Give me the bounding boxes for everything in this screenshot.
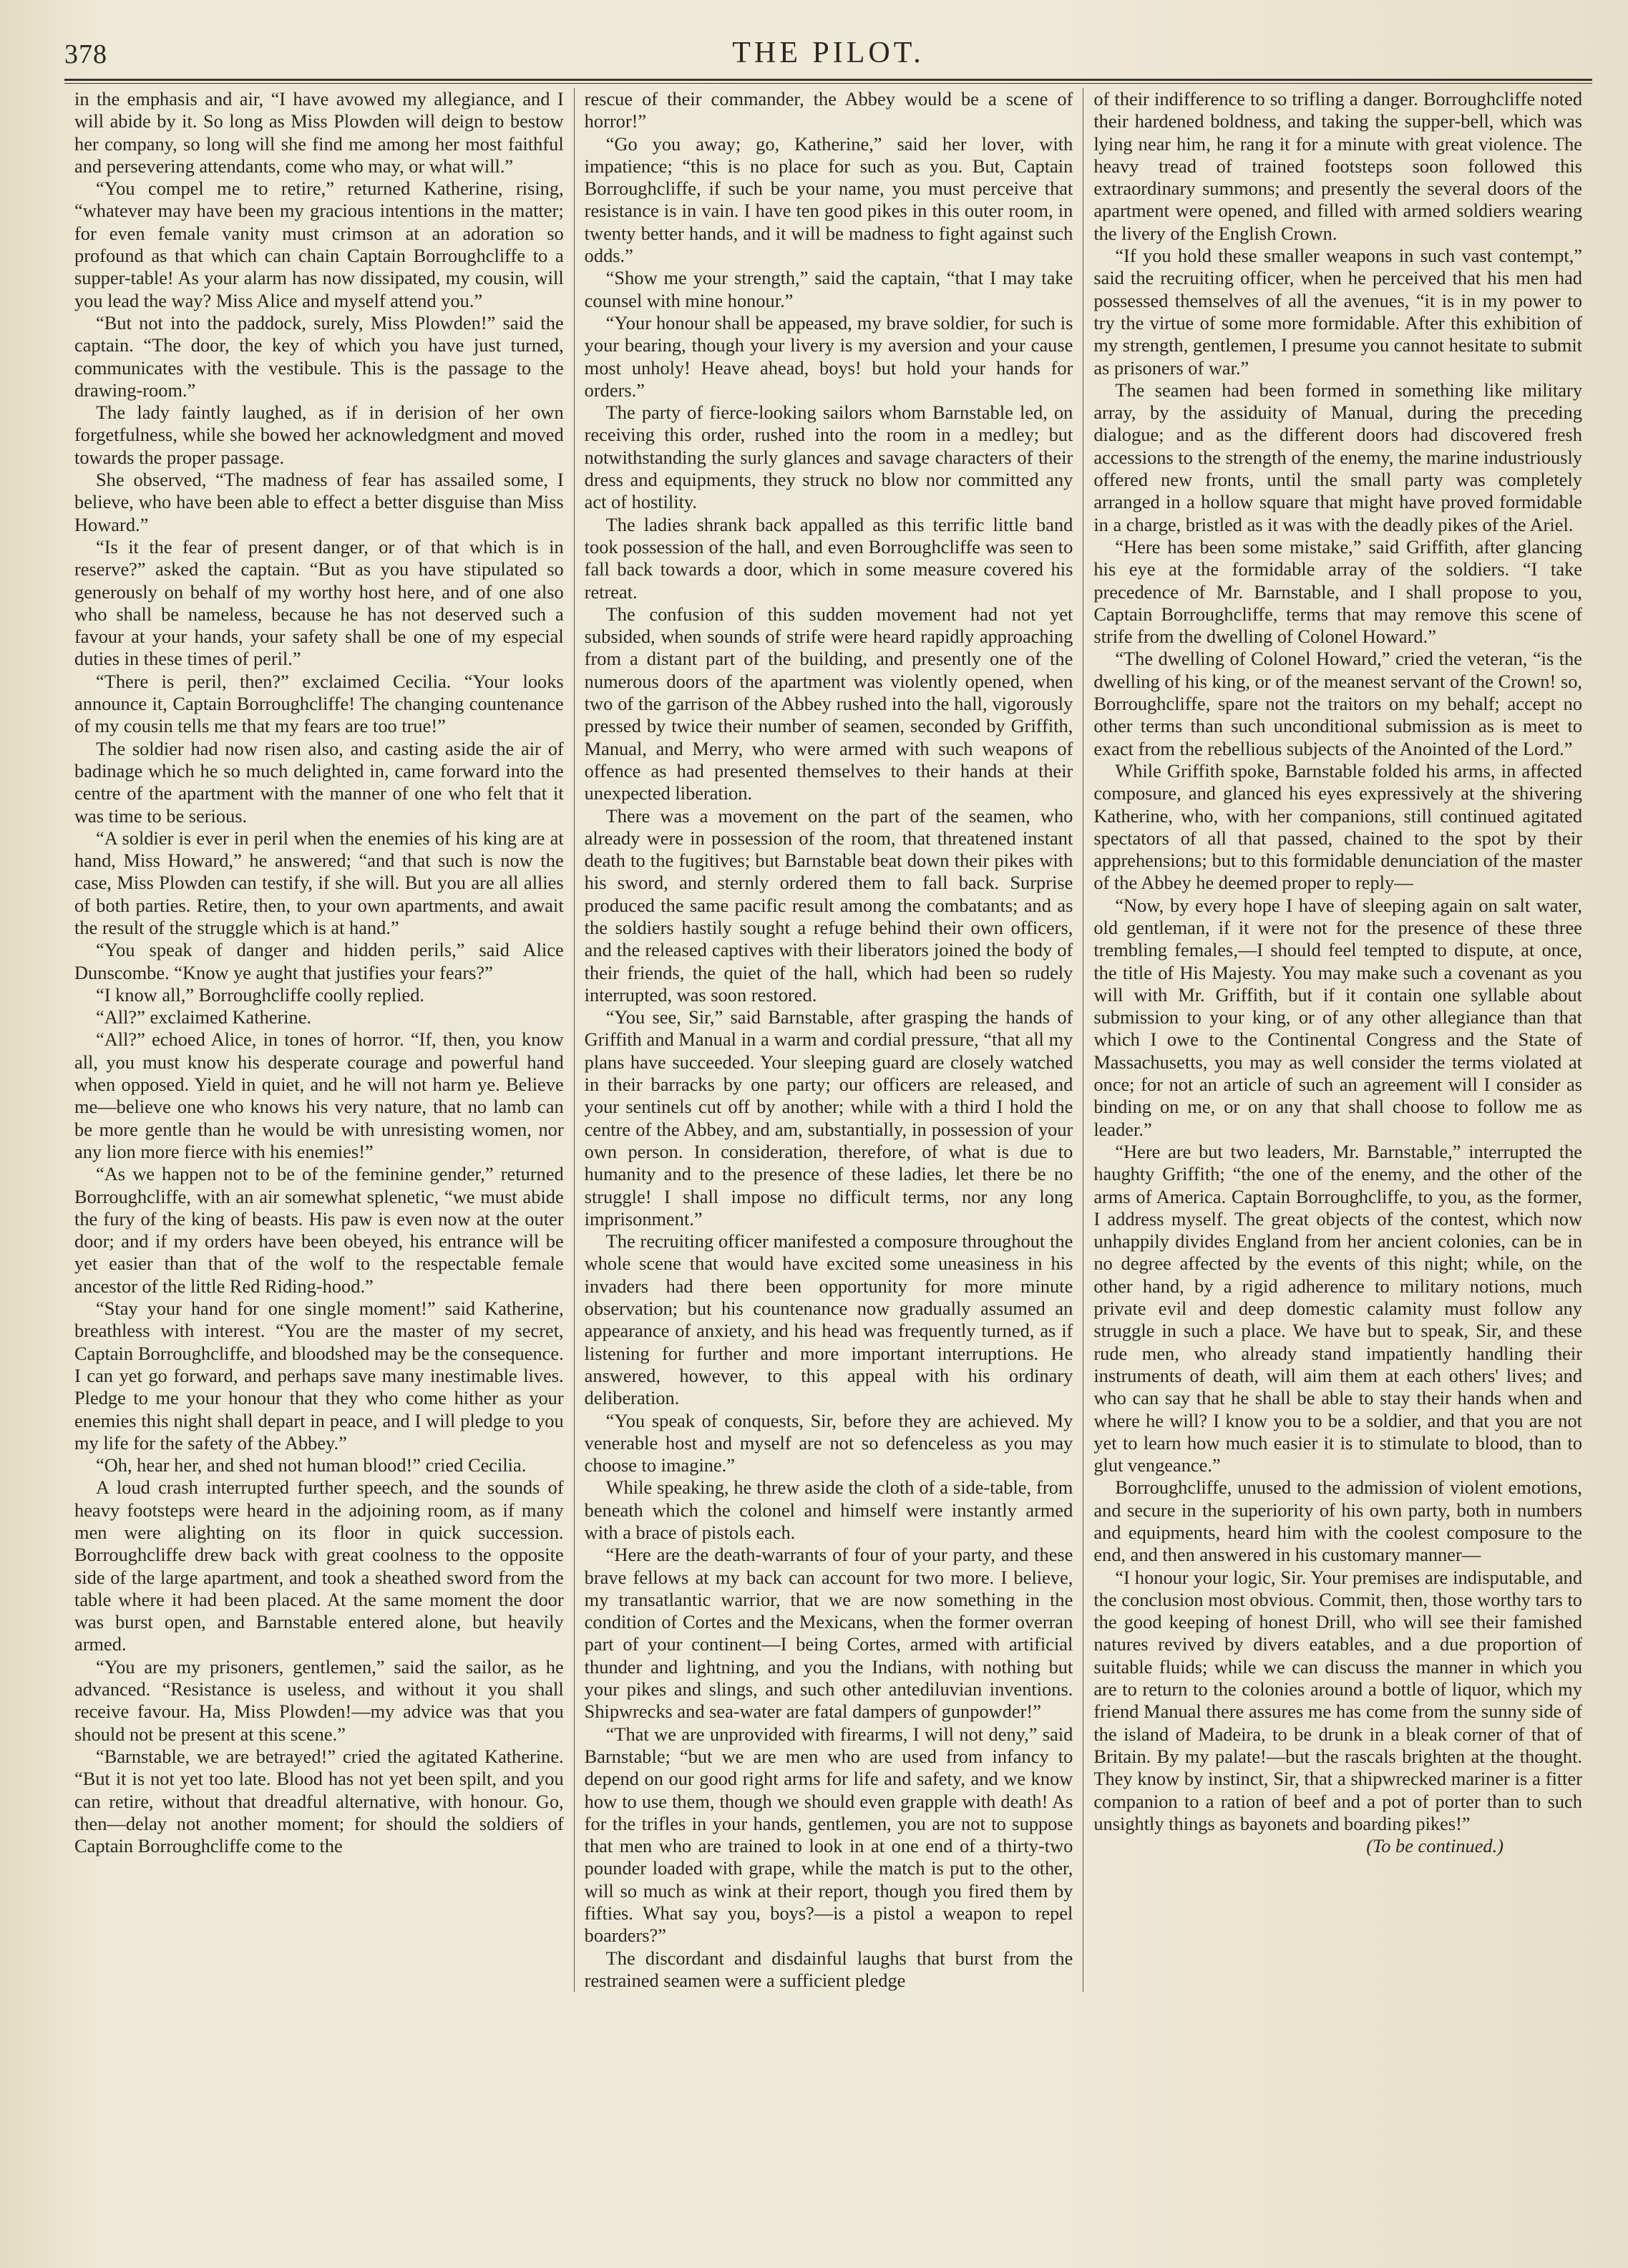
page-number: 378 — [64, 39, 107, 69]
paragraph: of their indifference to so trifling a danger. Borroughcliffe noted their hardened boldness, and taking the supper-bell, which was lying near him, he rang it for a minute with great violence. The heavy tread of trained footsteps soon followed this extraordinary summons; and presently the several doors of the apartment were opened, and filled with armed soldiers wearing the livery of the English Crown. — [1093, 88, 1583, 244]
paragraph: “There is peril, then?” exclaimed Cecilia. “Your looks announce it, Captain Borroughcliffe! The changing countenance of my cousin tells me that my fears are too true!” — [74, 670, 564, 737]
running-title: THE PILOT. — [732, 36, 925, 69]
paragraph: “Stay your hand for one single moment!” said Katherine, breathless with interest. “You are the master of my secret, Captain Borroughcliffe, and bloodshed may be the consequence. I can yet go forward, and perhaps save many inestimable lives. Pledge to me your honour that they who come hither as your enemies this night shall depart in peace, and I will pledge to you my life for the safety of the Abbey.” — [74, 1298, 564, 1454]
paragraph: “Is it the fear of present danger, or of that which is in reserve?” asked the captain. “But as you have stipulated so generously on behalf of my worthy host here, and of one also who shall be nameless, because he has not deserved such a favour at your hands, your safety shall be one of my especial duties in these times of peril.” — [74, 535, 564, 670]
paragraph: “But not into the paddock, surely, Miss Plowden!” said the captain. “The door, the key of which you have just turned, communicates with the vestibule. This is the passage to the drawing-room.” — [74, 311, 564, 401]
paragraph: “Now, by every hope I have of sleeping again on salt water, old gentleman, if it were not for the presence of these three trembling females,—I should feel tempted to dispute, at once, the title of His Majesty. You may make such a covenant as you will with Mr. Griffith, but if it contain one syllable about submission to your king, or of any other allegiance than that which I owe to the Continental Congress and the State of Massachusetts, you may as well consider the terms violated at once; for not an article of such an agreement will I consider as binding on me, or on any that shall choose to follow me as leader.” — [1093, 894, 1583, 1140]
paragraph: “All?” exclaimed Katherine. — [96, 1006, 312, 1028]
paragraph: “That we are unprovided with firearms, I will not deny,” said Barnstable; “but we are men who are used from infancy to depend on our good right arms for life and safety, and we know how to use them, though we should even grapple with death! As for the trifles in your hands, gentlemen, you are not to suppose that men who are trained to look in at one end of a thirty-two pounder loaded with grape, while the match is put to the other, will so much as wink at their report, though you fired them by fifties. What say you, boys?—is a pistol a weapon to repel boarders?” — [584, 1723, 1073, 1947]
paragraph: “Show me your strength,” said the captain, “that I may take counsel with mine honour.” — [584, 267, 1073, 311]
paragraph: The confusion of this sudden movement had not yet subsided, when sounds of strife were heard rapidly approaching from a distant part of the building, and presently one of the numerous doors of the apartment was violently opened, when two of the garrison of the Abbey rushed into the hall, vigorously pressed by twice their number of seamen, seconded by Griffith, Manual, and Merry, who were armed with such weapons of offence as had presented themselves to their hands at their unexpected liberation. — [584, 603, 1073, 804]
paragraph: The discordant and disdainful laughs that burst from the restrained seamen were a sufficient pledge — [584, 1947, 1073, 1991]
paragraph: “Oh, hear her, and shed not human blood!” cried Cecilia. — [96, 1454, 527, 1476]
paragraph: “As we happen not to be of the feminine gender,” returned Borroughcliffe, with an air somewhat splenetic, “we must abide the fury of the king of beasts. His paw is even now at the outer door; and if my orders have been obeyed, his entrance will be yet easier than that of the wolf to the respectable female ancestor of the little Red Riding-hood.” — [74, 1163, 564, 1297]
text-columns — [64, 88, 1592, 1992]
paragraph: The lady faintly laughed, as if in derision of her own forgetfulness, while she bowed her acknowledgment and moved towards the proper passage. — [74, 401, 564, 468]
paragraph: “A soldier is ever in peril when the enemies of his king are at hand, Miss Howard,” he answered; “and that such is now the case, Miss Plowden can testify, if she will. But you are all allies of both parties. Retire, then, to your own apartments, and await the result of the struggle which is at hand.” — [74, 827, 564, 938]
paragraph: The party of fierce-looking sailors whom Barnstable led, on receiving this order, rushed into the room in a medley; but notwithstanding the surly glances and savage characters of their dress and equipments, they struck no blow nor committed any act of hostility. — [584, 401, 1073, 513]
paragraph: “Your honour shall be appeased, my brave soldier, for such is your bearing, though your livery is my aversion and your cause most unholy! Heave ahead, boys! but hold your hands for orders.” — [584, 311, 1073, 401]
paragraph: The ladies shrank back appalled as this terrific little band took possession of the hall, and even Borroughcliffe was seen to fall back towards a door, which in some measure covered his retreat. — [584, 513, 1073, 603]
column-3 — [1083, 88, 1592, 1992]
paragraph: “All?” echoed Alice, in tones of horror. “If, then, you know all, you must know his desperate courage and powerful hand when opposed. Yield in quiet, and he will not harm ye. Believe me—believe one who knows his very nature, that no lamb can be more gentle than he would be with unresisting women, nor any lion more fierce with his enemies!” — [74, 1028, 564, 1162]
paragraph: The soldier had now risen also, and casting aside the air of badinage which he so much delighted in, came forward into the centre of the apartment with the manner of one who felt that it was time to be serious. — [74, 737, 564, 827]
column-2 — [574, 88, 1083, 1992]
paragraph: She observed, “The madness of fear has assailed some, I believe, who have been able to effect a better disguise than Miss Howard.” — [74, 469, 564, 535]
to-be-continued: (To be continued.) — [1366, 1835, 1504, 1857]
paragraph: Borroughcliffe, unused to the admission of violent emotions, and secure in the superiority of his own party, both in numbers and equipments, heard him with the coolest composure to the end, and then answered in his customary manner— — [1093, 1476, 1583, 1566]
paragraph: “You are my prisoners, gentlemen,” said the sailor, as he advanced. “Resistance is useless, and without it you shall receive favour. Ha, Miss Plowden!—my advice was that you should not be present at this scene.” — [74, 1655, 564, 1745]
paragraph: “I know all,” Borroughcliffe coolly replied. — [96, 983, 425, 1006]
paragraph: While speaking, he threw aside the cloth of a side-table, from beneath which the colonel and himself were instantly armed with a brace of pistols each. — [584, 1476, 1073, 1543]
header-rule — [64, 79, 1592, 81]
page-header — [64, 29, 1592, 76]
paragraph: “Here has been some mistake,” said Griffith, after glancing his eye at the formidable array of the soldiers. “I take precedence of Mr. Barnstable, and I shall propose to you, Captain Borroughcliffe, terms that may remove this scene of strife from the dwelling of Colonel Howard.” — [1093, 535, 1583, 648]
paragraph: The seamen had been formed in something like military array, by the assiduity of Manual, during the preceding dialogue; and as the different doors had discovered fresh accessions to the strength of the enemy, the marine industriously offered new fronts, until the small party was completely arranged in a hollow square that might have proved formidable in a charge, bristled as it was with the deadly pikes of the Ariel. — [1093, 379, 1583, 535]
column-1 — [64, 88, 574, 1992]
paragraph: “You compel me to retire,” returned Katherine, rising, “whatever may have been my gracious intentions in the matter; for even female vanity must crimson at an adoration so profound as that which can chain Captain Borroughcliffe to a supper-table! As your alarm has now dissipated, my cousin, will you lead the way? Miss Alice and myself attend you.” — [74, 177, 564, 311]
paragraph: in the emphasis and air, “I have avowed my allegiance, and I will abide by it. So long as Miss Plowden will deign to bestow her company, so long will she find me among her most faithful and persevering attendants, come who may, or what will.” — [74, 88, 564, 177]
paragraph: While Griffith spoke, Barnstable folded his arms, in affected composure, and glanced his eyes expressively at the shivering Katherine, who, with her companions, still continued agitated spectators of all that passed, chained to the spot by their apprehensions; but to this formidable denunciation of the master of the Abbey he deemed proper to reply— — [1093, 759, 1583, 894]
paragraph: “The dwelling of Colonel Howard,” cried the veteran, “is the dwelling of his king, or of the meanest servant of the Crown! so, Borroughcliffe, spare not the traitors on my behalf; accept no other terms than such unconditional submission as is meet to exact from the rebellious subjects of the Anointed of the Lord.” — [1093, 648, 1583, 759]
paragraph: The recruiting officer manifested a composure throughout the whole scene that would have excited some uneasiness in his invaders had there been opportunity for more minute observation; but his countenance now gradually assumed an appearance of anxiety, and his head was frequently turned, as if listening for further and more important interruptions. He answered, however, to this appeal with his ordinary deliberation. — [584, 1230, 1073, 1409]
paragraph: rescue of their commander, the Abbey would be a scene of horror!” — [584, 88, 1073, 132]
paragraph: “Go you away; go, Katherine,” said her lover, with impatience; “this is no place for such as you. But, Captain Borroughcliffe, if such be your name, you must perceive that resistance is in vain. I have ten good pikes in this outer room, in twenty better hands, and it will be madness to fight against such odds.” — [584, 132, 1073, 267]
paragraph: “Barnstable, we are betrayed!” cried the agitated Katherine. “But it is not yet too late. Blood has not yet been spilt, and you can retire, without that dreadful alternative, with honour. Go, then—delay not another moment; for should the soldiers of Captain Borroughcliffe come to the — [74, 1745, 564, 1857]
header-rule-thin — [64, 83, 1592, 84]
paragraph: A loud crash interrupted further speech, and the sounds of heavy footsteps were heard in the adjoining room, as if many men were alighting on its floor in quick succession. Borroughcliffe drew back with great coolness to the opposite side of the large apartment, and took a sheathed sword from the table where it had been placed. At the same moment the door was burst open, and Barnstable entered alone, but heavily armed. — [74, 1476, 564, 1655]
paragraph: “You see, Sir,” said Barnstable, after grasping the hands of Griffith and Manual in a warm and cordial pressure, “that all my plans have succeeded. Your sleeping guard are closely watched in their barracks by one party; our officers are released, and your sentinels cut off by another; while with a third I hold the centre of the Abbey, and am, substantially, in possession of your own person. In consideration, therefore, of what is due to humanity and to the presence of these ladies, let there be no struggle! I shall impose no difficult terms, nor any long imprisonment.” — [584, 1006, 1073, 1230]
paragraph: “You speak of danger and hidden perils,” said Alice Dunscombe. “Know ye aught that justifies your fears?” — [74, 939, 564, 983]
paragraph: “If you hold these smaller weapons in such vast contempt,” said the recruiting officer, when he perceived that his men had possessed themselves of all the avenues, “it is in my power to try the virtue of some more formidable. After this exhibition of my strength, gentlemen, I presume you cannot hesitate to submit as prisoners of war.” — [1093, 245, 1583, 379]
paragraph: “Here are but two leaders, Mr. Barnstable,” interrupted the haughty Griffith; “the one of the enemy, and the other of the arms of America. Captain Borroughcliffe, to you, as the former, I address myself. The great objects of the contest, which now unhappily divides England from her ancient colonies, can be in no degree affected by the events of this night; while, on the other hand, by a rigid adherence to military notions, much private evil and deep domestic calamity must follow any struggle in such a place. We have but to speak, Sir, and these rude men, who already stand impatiently handling their instruments of death, will aim them at each others' lives; and who can say that he shall be able to stay their hands when and where he will? I know you to be a soldier, and that you are not yet to learn how much easier it is to stimulate to blood, than to glut vengeance.” — [1093, 1140, 1583, 1476]
paragraph: “Here are the death-warrants of four of your party, and these brave fellows at my back can account for two more. I believe, my transatlantic warrior, that we are now something in the condition of Cortes and the Mexicans, when the former overran part of your continent—I being Cortes, armed with artificial thunder and lightning, and you the Indians, with nothing but your pikes and slings, and such other antediluvian inventions. Shipwrecks and sea-water are fatal dampers of gunpowder!” — [584, 1544, 1073, 1723]
paragraph: There was a movement on the part of the seamen, who already were in possession of the room, that threatened instant death to the fugitives; but Barnstable beat down their pikes with his sword, and sternly ordered them to fall back. Surprise produced the same pacific result among the combatants; and as the soldiers hastily sought a refuge behind their own officers, and the released captives with their liberators joined the body of their friends, the quiet of the hall, which had been so rudely interrupted, was soon restored. — [584, 804, 1073, 1006]
paragraph: “I honour your logic, Sir. Your premises are indisputable, and the conclusion most obvious. Commit, then, those worthy tars to the good keeping of honest Drill, who will see their famished natures revived by divers eatables, and a due proportion of suitable fluids; while we can discuss the manner in which you are to return to the colonies around a bottle of liquor, which my friend Manual there assures me has come from the sunny side of the island of Madeira, to be drunk in a bleak corner of that of Britain. By my palate!—but the rascals brighten at the thought. They know by instinct, Sir, that a shipwrecked mariner is a fitter companion to a ration of beef and a pot of porter than to such unsightly things as bayonets and boarding pikes!” — [1093, 1566, 1583, 1834]
paragraph: “You speak of conquests, Sir, before they are achieved. My venerable host and myself are not so defenceless as you may choose to imagine.” — [584, 1409, 1073, 1476]
